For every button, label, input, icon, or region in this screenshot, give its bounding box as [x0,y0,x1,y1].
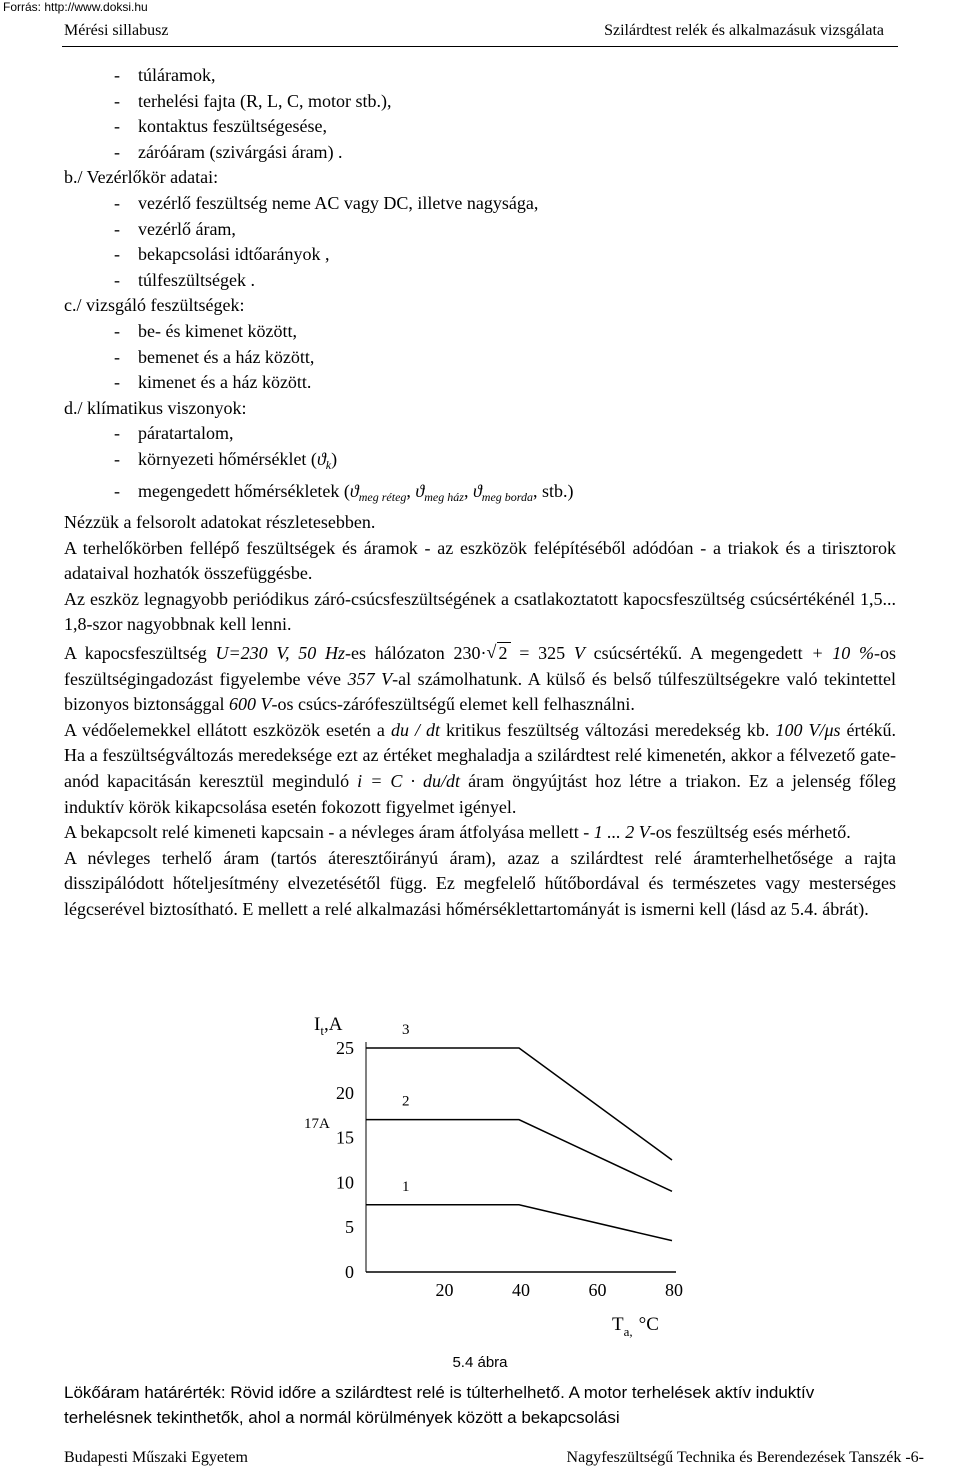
footer-right: Nagyfeszültségű Technika és Berendezések Tanszék -6- [566,1449,924,1466]
list-item: - bemenet és a ház között, [114,346,315,367]
list-item: - túláramok, [114,65,216,85]
y-tick-label: 25 [336,1038,354,1058]
series-line [366,1120,672,1192]
chart-xlabel: $T_{a,}$ °C [612,1314,659,1339]
paragraph: Lökőáram határérték: Rövid időre a szilárdtest relé is túlterhelhető. A motor terhelések aktív induktív terhelésnek tekinthetők, ahol a normál körülmények között a bekapcsolási [64,1383,815,1427]
chart-annotation: 17A [304,1116,330,1132]
series-line [366,1205,672,1241]
series-label: 3 [402,1022,410,1038]
paragraph: A névleges terhelő áram (tartós áteresztőirányú áram), azaz a szilárdtest relé áramterhelhetősége a rajta disszipálódott hőteljesítmény elvezetésétől függ. Ez megfelelő hűtőbordával és természetes vagy mesterséges légcserével biztosítható. E mellett a relé alkalmazási hőmérséklettartományát is ismerni kell (lásd az 5.4. ábrát). [64,847,896,919]
series-label: 1 [402,1178,410,1195]
header-left: Mérési sillabusz [64,22,169,39]
header-rule [62,46,898,47]
sqrt-symbol: √ 2 [487,641,511,667]
y-tick-label: 5 [345,1217,354,1238]
x-tick-label: 60 [588,1280,607,1300]
list-item: - környezeti hőmérséklet $(ϑ_k)$ [114,448,338,472]
section-c-title: c./ vizsgáló feszültségek: [64,295,245,316]
footer-left: Budapesti Műszaki Egyetem [64,1449,248,1466]
section-d-title: d./ klímatikus viszonyok: [64,397,247,418]
paragraph: A bekapcsolt relé kimeneti kapcsain - a névleges áram átfolyása mellett - 1 ... 2 V-os feszültség esés mérhető. [64,822,851,843]
section-b-title: b./ Vezérlőkör adatai: [64,167,219,188]
y-tick-label: 20 [336,1082,354,1103]
list-a [64,63,896,165]
series-label: 2 [402,1093,410,1110]
paragraph: Az eszköz legnagyobb periódikus záró-csúcsfeszültségének a csatlakoztatott kapocsfeszültség csúcsértékénél 1,5... 1,8-szor nagyobbnak kell lenni. [64,588,896,635]
list-item: - kimenet és a ház között. [114,372,312,393]
list-item: - túlfeszültségek . [114,269,255,290]
list-item: - terhelési fajta (R, L, C, motor stb.), [114,90,392,111]
current-temperature-chart [280,990,710,1350]
x-tick-label: 40 [512,1280,530,1300]
list-item: - kontaktus feszültségesése, [114,116,327,137]
series-line [366,1048,672,1160]
source-url[interactable]: Forrás: http://www.doksi.hu [3,0,148,14]
list-item: - vezérlő feszültség neme AC vagy DC, illetve nagysága, [114,192,539,213]
x-tick-label: 80 [665,1280,683,1300]
y-tick-label: 10 [336,1172,354,1193]
list-item: - be- és kimenet között, [114,320,297,341]
y-tick-label: 15 [336,1127,354,1148]
figure-caption: 5.4 ábra [452,1354,508,1371]
y-tick-label: 0 [345,1262,354,1282]
document-body [64,63,896,923]
header-right: Szilárdtest relék és alkalmazásuk vizsgálata [604,22,884,39]
paragraph: A terhelőkörben fellépő feszültségek és áramok - az eszközök felépítéséből adódóan - a triakok és a tirisztorok adataival hozhatók összefüggésbe. [64,537,896,584]
list-item: - vezérlő áram, [114,218,236,239]
list-item: - páratartalom, [114,423,234,444]
paragraph: Nézzük a felsorolt adatokat részletesebben. [64,512,376,533]
list-item: - megengedett hőmérsékletek ($ϑ_{meg réteg}$, $ϑ_{meg ház}$, $ϑ_{meg borda}$, stb.) [114,480,574,504]
paragraph: A védőelemekkel ellátott eszközök esetén a du / dt kritikus feszültség változási meredekség kb. 100 V/μs értékű. Ha a feszültségváltozás meredeksége ezt az értéket meghaladja a szilárdtest relé kimenetén, akkor a félvezető gate-anód kapacitásán keresztül meginduló i = C · du/dt áram öngyújtást hoz létre a triakon. Ez a jelenség főleg induktív körök kikapcsolása esetén fokozott figyelmet igényel. [64,719,897,817]
chart-ylabel: $I_t,A$ [314,1014,343,1038]
x-tick-label: 20 [435,1280,454,1300]
paragraph: A kapocsfeszültség U=230 V, 50 Hz-es hálózaton 230· √ 2 = 325 V csúcsértékű. A megengedett + 10 %-os feszültségingadozást figyelembe véve 357 V-al számolhatunk. A külső és belső túlfeszültségekre való tekintettel bizonyos biztonsággal 600 V-os csúcs-zárófeszültségű elemet kell felhasználni. [64,642,896,715]
list-item: - bekapcsolási idtőarányok , [114,244,330,265]
list-item: - záróáram (szivárgási áram) . [114,141,343,162]
